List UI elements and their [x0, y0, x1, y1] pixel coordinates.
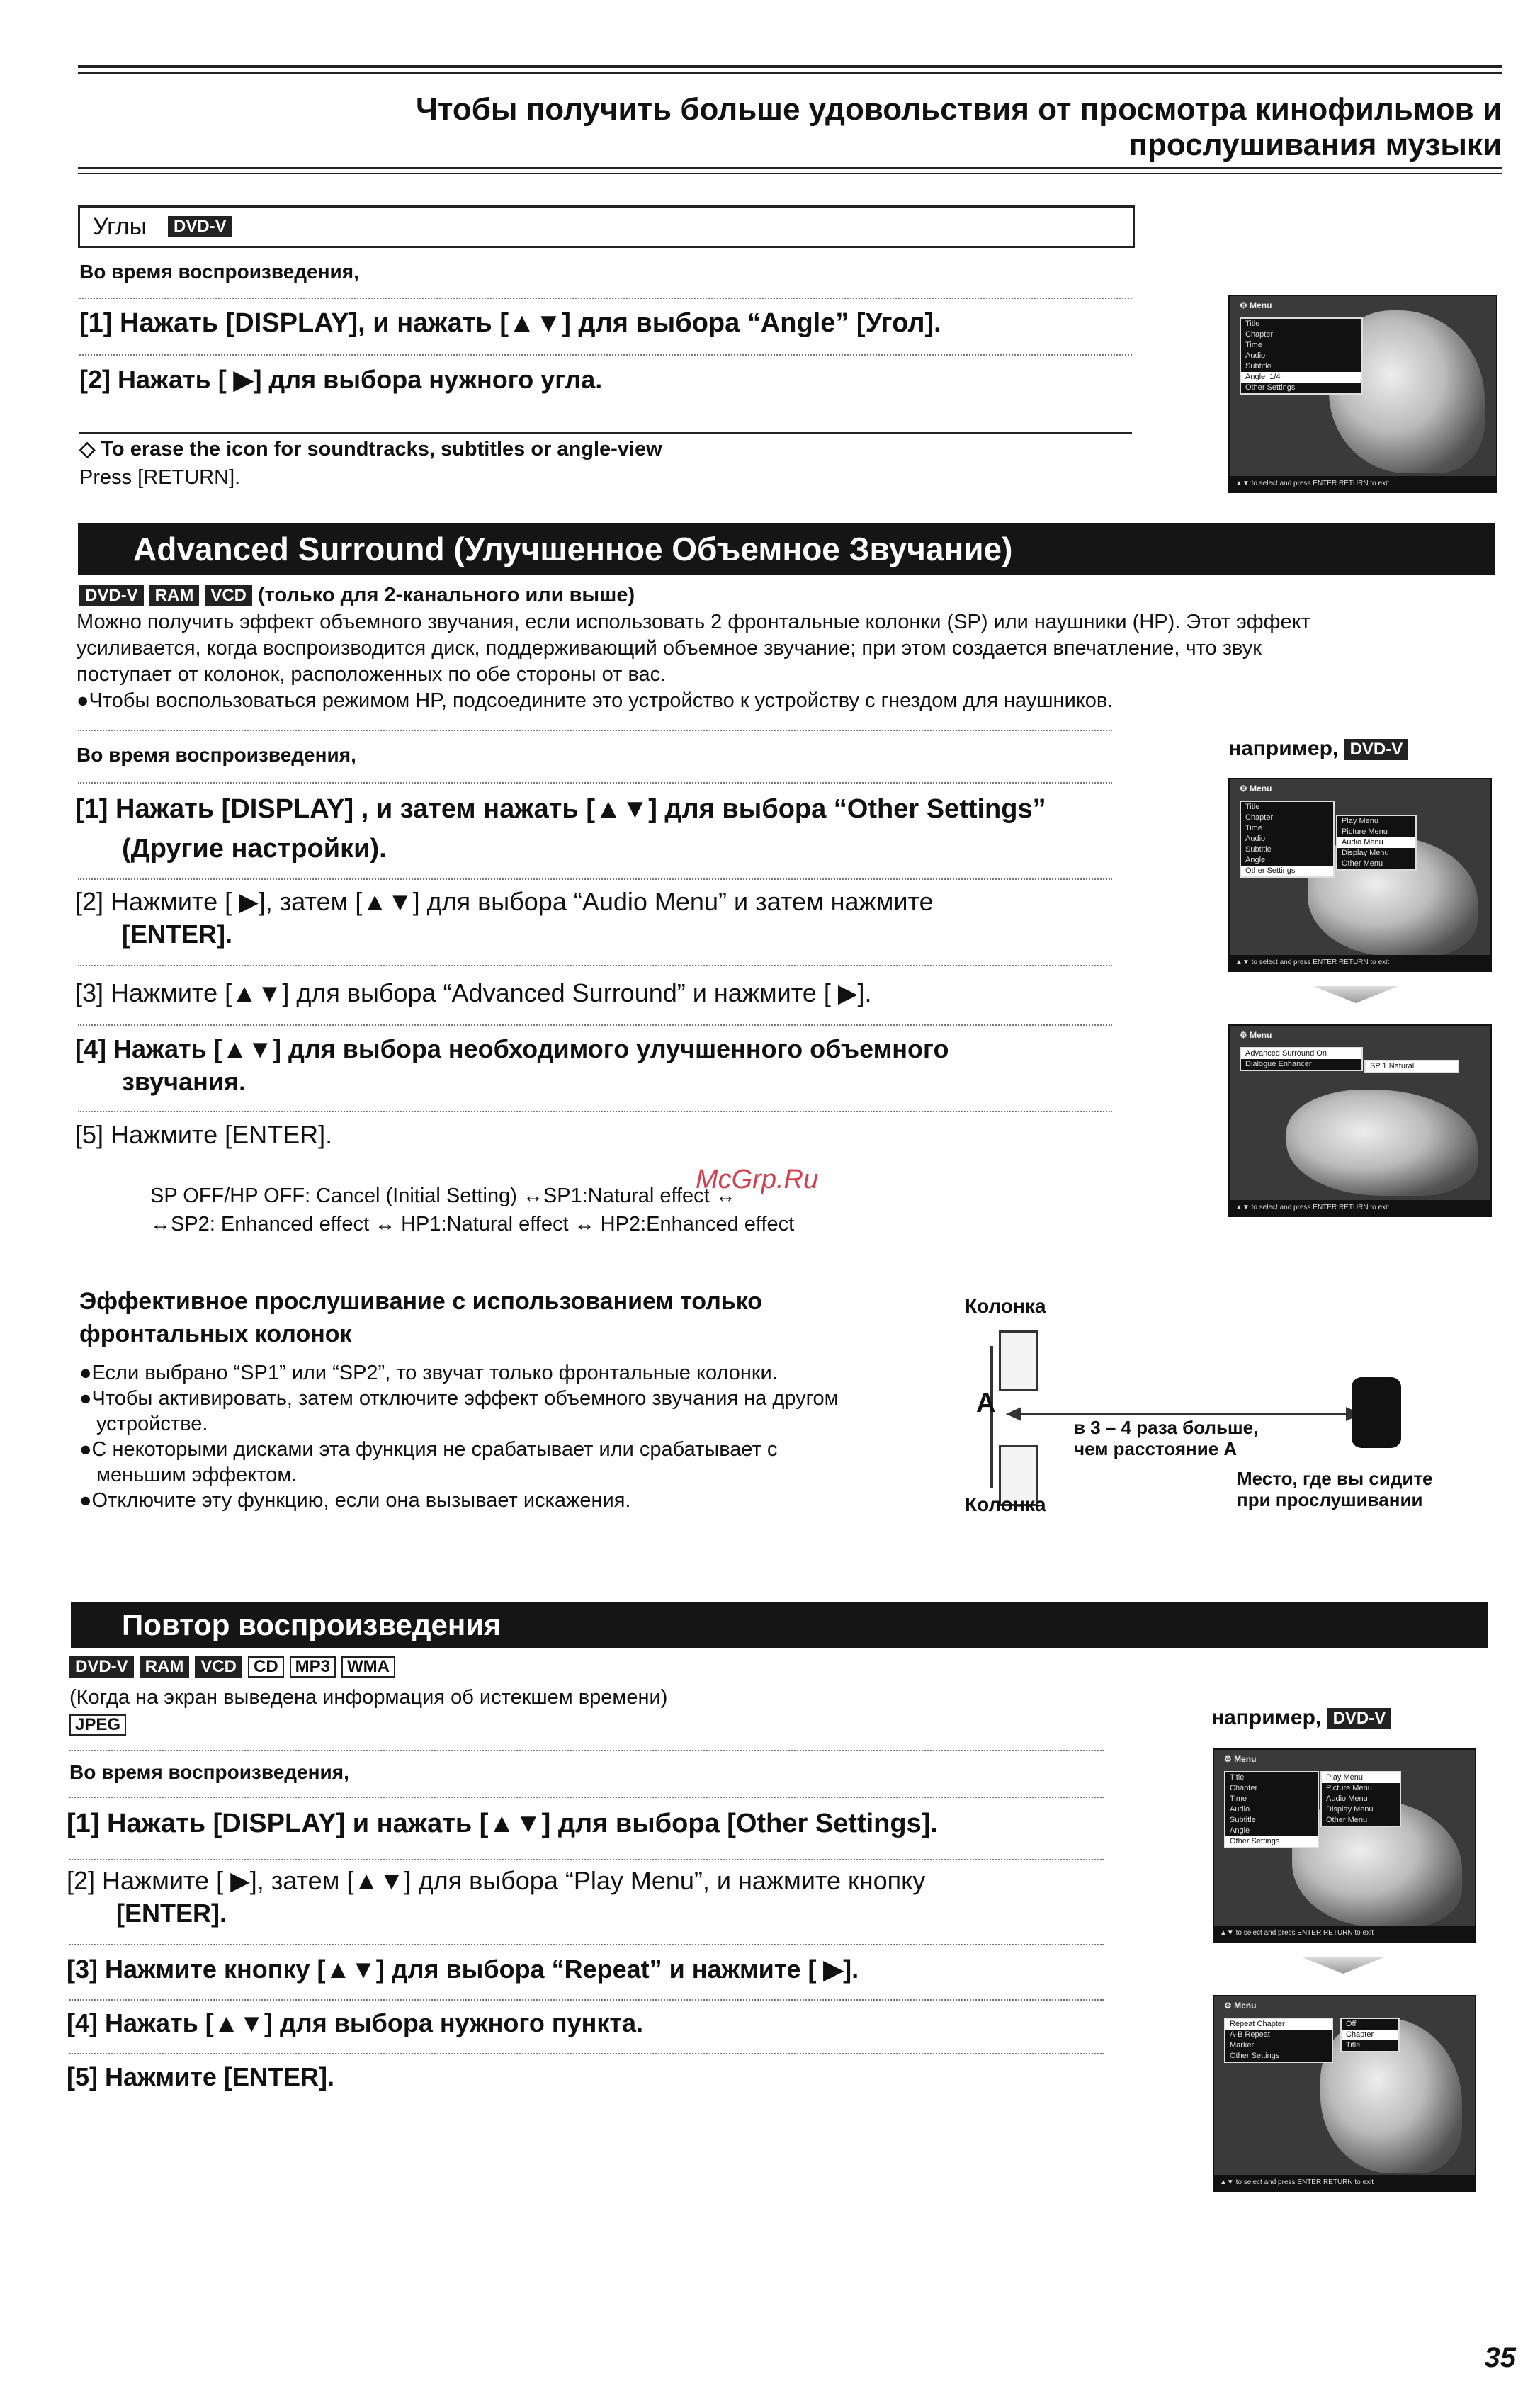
desc-line: ●Чтобы воспользоваться режимом HP, подсоедините это устройство к устройству с гнездом для наушников. [77, 689, 1114, 712]
divider [78, 782, 1112, 784]
repeat-jpeg [69, 1714, 132, 1736]
submenu-item: Play Menu [1322, 1772, 1400, 1783]
badge: RAM [140, 1656, 190, 1678]
submenu-item: Display Menu [1326, 1805, 1374, 1814]
surround-step4 [75, 1033, 949, 1098]
screen-footer: ▲▼ to select and press ENTER RETURN to exit [1214, 1926, 1475, 1941]
badge: DVD-V [69, 1656, 134, 1678]
menu-item: Subtitle [1245, 845, 1272, 854]
erase-rule [79, 432, 1132, 434]
screen-menu [1240, 801, 1335, 878]
menu-icon: ⚙ Menu [1240, 300, 1272, 310]
menu-icon: ⚙ Menu [1224, 2001, 1257, 2011]
listener-icon [1352, 1377, 1401, 1448]
surround-step1 [75, 789, 1046, 869]
angles-step2: [2] Нажать [ ▶] для выбора нужного угла. [79, 365, 603, 394]
menu-icon: ⚙ Menu [1224, 1754, 1257, 1764]
front-title [79, 1285, 762, 1350]
desc-line: Можно получить эффект объемного звучания, если использовать 2 фронтальные колонки (SP) или наушники (HP). Этот эффект [77, 611, 1310, 633]
surround-screen-2 [1228, 1024, 1492, 1217]
listener-line: при прослушивании [1237, 1489, 1423, 1510]
step-line: [2] Нажмите [ ▶], затем [▲▼] для выбора “Play Menu”, и нажмите кнопку [67, 1866, 926, 1895]
divider [78, 1111, 1112, 1112]
header-rule-bottom-thin [78, 173, 1502, 174]
page-title [416, 92, 1502, 163]
example-badge: DVD-V [1344, 739, 1409, 760]
repeat-badges [69, 1656, 401, 1678]
divider [69, 2053, 1104, 2054]
screen-menu [1224, 1771, 1319, 1848]
speaker-bottom-label: Колонка [965, 1493, 1046, 1515]
screen-footer: ▲▼ to select and press ENTER RETURN to exit [1230, 955, 1490, 971]
step-line: [4] Нажать [▲▼] для выбора необходимого улучшенного объемного [75, 1034, 949, 1063]
arrow-left-icon [1006, 1407, 1021, 1421]
angles-screen [1228, 295, 1497, 493]
surround-step3: [3] Нажмите [▲▼] для выбора “Advanced Surround” и нажмите [ ▶]. [75, 978, 872, 1007]
desc-line: поступает от колонок, расположенных по обе стороны от вас. [77, 663, 667, 686]
screen-footer: ▲▼ to select and press ENTER RETURN to exit [1230, 1200, 1490, 1216]
submenu-item: Play Menu [1342, 817, 1378, 825]
menu-item: Chapter [1230, 1784, 1258, 1792]
listener-text [1237, 1468, 1433, 1510]
repeat-step4: [4] Нажать [▲▼] для выбора нужного пункта. [67, 2008, 644, 2037]
divider [78, 965, 1112, 966]
submenu-item: Other Menu [1342, 859, 1383, 868]
surround-description [77, 609, 1493, 714]
front-bullets [79, 1360, 839, 1513]
surround-badge-note: (только для 2-канального или выше) [258, 584, 635, 606]
surround-screen-1 [1228, 778, 1492, 972]
submenu-item: Audio Menu [1337, 837, 1415, 848]
menu-item: Audio [1245, 835, 1266, 843]
badge: MP3 [290, 1656, 336, 1678]
dinosaur-image [1286, 1090, 1478, 1196]
menu-icon: ⚙ Menu [1240, 784, 1272, 793]
badge: RAM [149, 585, 200, 606]
screen-submenu [1320, 1771, 1401, 1827]
screen-menu [1224, 2018, 1333, 2063]
example-label: например, [1228, 737, 1339, 760]
repeat-step2 [67, 1865, 925, 1930]
badge: CD [248, 1656, 284, 1678]
screen-footer: ▲▼ to select and press ENTER RETURN to exit [1230, 476, 1496, 492]
divider [69, 1944, 1104, 1945]
badge: VCD [205, 585, 252, 606]
front-bullet: ●Если выбрано “SP1” или “SP2”, то звучат только фронтальные колонки. [79, 1362, 778, 1384]
header-rule-bottom [78, 167, 1502, 169]
menu-item-angle: Angle 1/4 [1241, 372, 1361, 383]
surround-section-title: Advanced Surround (Улучшенное Объемное Звучание) [133, 531, 1013, 567]
menu-item: Marker [1230, 2041, 1255, 2049]
menu-item: Angle [1230, 1826, 1250, 1835]
menu-item: Time [1245, 341, 1263, 349]
menu-item: Advanced Surround On [1241, 1048, 1361, 1059]
page-title-line1: Чтобы получить больше удовольствия от просмотра кинофильмов и [415, 92, 1502, 127]
menu-item: Title [1245, 320, 1260, 328]
repeat-step3: [3] Нажмите кнопку [▲▼] для выбора “Repeat” и нажмите [ ▶]. [67, 1955, 859, 1984]
angles-badge: DVD-V [168, 216, 232, 237]
front-title-line: фронтальных колонок [79, 1321, 352, 1347]
divider [69, 1999, 1104, 2001]
step-line: [ENTER]. [116, 1899, 227, 1928]
distance-line: в 3 – 4 раза больше, [1074, 1417, 1259, 1438]
arrow-down-icon [1301, 1957, 1386, 1974]
submenu-item: SP 1 Natural [1366, 1061, 1458, 1072]
angles-title-box [78, 205, 1135, 248]
listener-line: Место, где вы сидите [1237, 1468, 1433, 1489]
front-bullet: ●Чтобы активировать, затем отключите эффект объемного звучания на другом [79, 1387, 839, 1410]
front-bullet: ●С некоторыми дисками эта функция не срабатывает или срабатывает с [79, 1438, 778, 1461]
desc-line: усиливается, когда воспроизводится диск, поддерживающий объемное звучание; при этом создается впечатление, что звук [77, 637, 1262, 660]
divider [78, 1024, 1112, 1026]
submenu-item: Audio Menu [1326, 1794, 1368, 1803]
surround-during: Во время воспроизведения, [77, 744, 356, 766]
screen-menu [1240, 1047, 1363, 1071]
menu-item: Other Settings [1241, 866, 1333, 876]
step-line: звучания. [122, 1067, 246, 1096]
distance-line: чем расстояние A [1074, 1438, 1238, 1459]
submenu-item: Chapter [1342, 2030, 1398, 2040]
submenu-item: Picture Menu [1342, 827, 1388, 836]
front-bullet: устройстве. [96, 1413, 208, 1435]
menu-icon: ⚙ Menu [1240, 1030, 1272, 1040]
menu-item: Other Settings [1225, 1836, 1318, 1847]
menu-item: Subtitle [1230, 1816, 1256, 1824]
menu-item: Time [1230, 1794, 1247, 1803]
divider [78, 730, 1112, 731]
menu-item: Angle [1245, 856, 1266, 864]
menu-item: A-B Repeat [1230, 2030, 1270, 2039]
repeat-note: (Когда на экран выведена информация об истекшем времени) [69, 1686, 668, 1709]
menu-item: Audio [1230, 1805, 1250, 1814]
distance-text [1074, 1417, 1258, 1459]
angles-step1: [1] Нажать [DISPLAY], и нажать [▲▼] для выбора “Angle” [Угол]. [79, 308, 941, 338]
submenu-item: Other Menu [1326, 1816, 1368, 1824]
menu-item: Chapter [1245, 813, 1274, 822]
distance-arrow [1020, 1413, 1353, 1415]
header-rule-top [78, 65, 1502, 68]
menu-item: Repeat Chapter [1225, 2019, 1332, 2030]
screen-footer: ▲▼ to select and press ENTER RETURN to exit [1214, 2175, 1475, 2190]
repeat-screen-1 [1213, 1748, 1476, 1943]
arrow-down-icon [1313, 986, 1398, 1003]
repeat-section-bar [71, 1602, 1488, 1648]
example-label: например, [1211, 1706, 1322, 1729]
header-rule-top-thin [78, 72, 1502, 74]
speaker-top-icon [999, 1330, 1038, 1391]
menu-item: Time [1245, 824, 1263, 832]
surround-step5: [5] Нажмите [ENTER]. [75, 1120, 333, 1149]
badge: JPEG [69, 1714, 126, 1736]
submenu-item: Off [1346, 2020, 1357, 2028]
modes-line: ↔SP2: Enhanced effect ↔ HP1:Natural effect ↔ HP2:Enhanced effect [150, 1213, 795, 1236]
badge: VCD [195, 1656, 242, 1678]
surround-step2 [75, 886, 934, 951]
repeat-step1: [1] Нажать [DISPLAY] и нажать [▲▼] для выбора [Other Settings]. [67, 1809, 938, 1838]
surround-example [1228, 737, 1414, 761]
repeat-screen-2 [1213, 1995, 1476, 2192]
example-badge: DVD-V [1327, 1708, 1392, 1729]
menu-item: Title [1245, 803, 1260, 811]
screen-submenu [1340, 2018, 1400, 2052]
repeat-section-title: Повтор воспроизведения [122, 1608, 502, 1641]
page-title-line2: прослушивания музыки [1128, 128, 1502, 162]
divider [69, 1859, 1104, 1860]
menu-item: Audio [1245, 351, 1266, 360]
angles-title: Углы [93, 213, 147, 240]
angles-during: Во время воспроизведения, [79, 261, 359, 283]
repeat-example [1211, 1706, 1397, 1730]
erase-text: Press [RETURN]. [79, 466, 241, 489]
menu-item: Title [1230, 1773, 1245, 1782]
screen-submenu [1336, 815, 1417, 871]
menu-item: Dialogue Enhancer [1245, 1060, 1312, 1068]
submenu-item: Display Menu [1342, 849, 1389, 857]
menu-item: Subtitle [1245, 362, 1272, 371]
surround-section-bar [78, 523, 1495, 575]
submenu-item: Title [1346, 2041, 1361, 2049]
divider [79, 354, 1132, 356]
divider [78, 878, 1112, 880]
speaker-top-label: Колонка [965, 1295, 1046, 1317]
front-title-line: Эффективное прослушивание с использованием только [79, 1288, 763, 1315]
badge: WMA [341, 1656, 395, 1678]
front-bullet: меньшим эффектом. [96, 1464, 298, 1486]
angles-screen-menu [1240, 317, 1363, 395]
menu-item: Other Settings [1245, 383, 1296, 392]
label-a: A [976, 1389, 996, 1418]
repeat-step5: [5] Нажмите [ENTER]. [67, 2062, 334, 2091]
menu-item: Other Settings [1230, 2052, 1280, 2060]
surround-badges [79, 582, 635, 608]
page-number: 35 [1484, 2342, 1516, 2373]
badge: DVD-V [79, 585, 144, 606]
submenu-item: Picture Menu [1326, 1784, 1372, 1792]
menu-item: Chapter [1245, 330, 1274, 339]
step-line: [2] Нажмите [ ▶], затем [▲▼] для выбора “Audio Menu” и затем нажмите [75, 887, 934, 916]
modes-line: SP OFF/HP OFF: Cancel (Initial Setting) ↔SP1:Natural effect ↔ [150, 1184, 736, 1207]
step-line: (Другие настройки). [122, 834, 387, 864]
divider [69, 1797, 1104, 1798]
erase-title: ◇ To erase the icon for soundtracks, subtitles or angle-view [79, 438, 662, 460]
step-line: [ENTER]. [122, 920, 232, 949]
step-line: [1] Нажать [DISPLAY] , и затем нажать [▲▼] для выбора “Other Settings” [75, 794, 1046, 824]
front-bullet: ●Отключите эту функцию, если она вызывает искажения. [79, 1489, 631, 1512]
repeat-during: Во время воспроизведения, [69, 1761, 349, 1783]
divider [69, 1750, 1104, 1751]
watermark: McGrp.Ru [696, 1165, 819, 1194]
divider [79, 298, 1132, 299]
screen-submenu [1364, 1060, 1459, 1073]
